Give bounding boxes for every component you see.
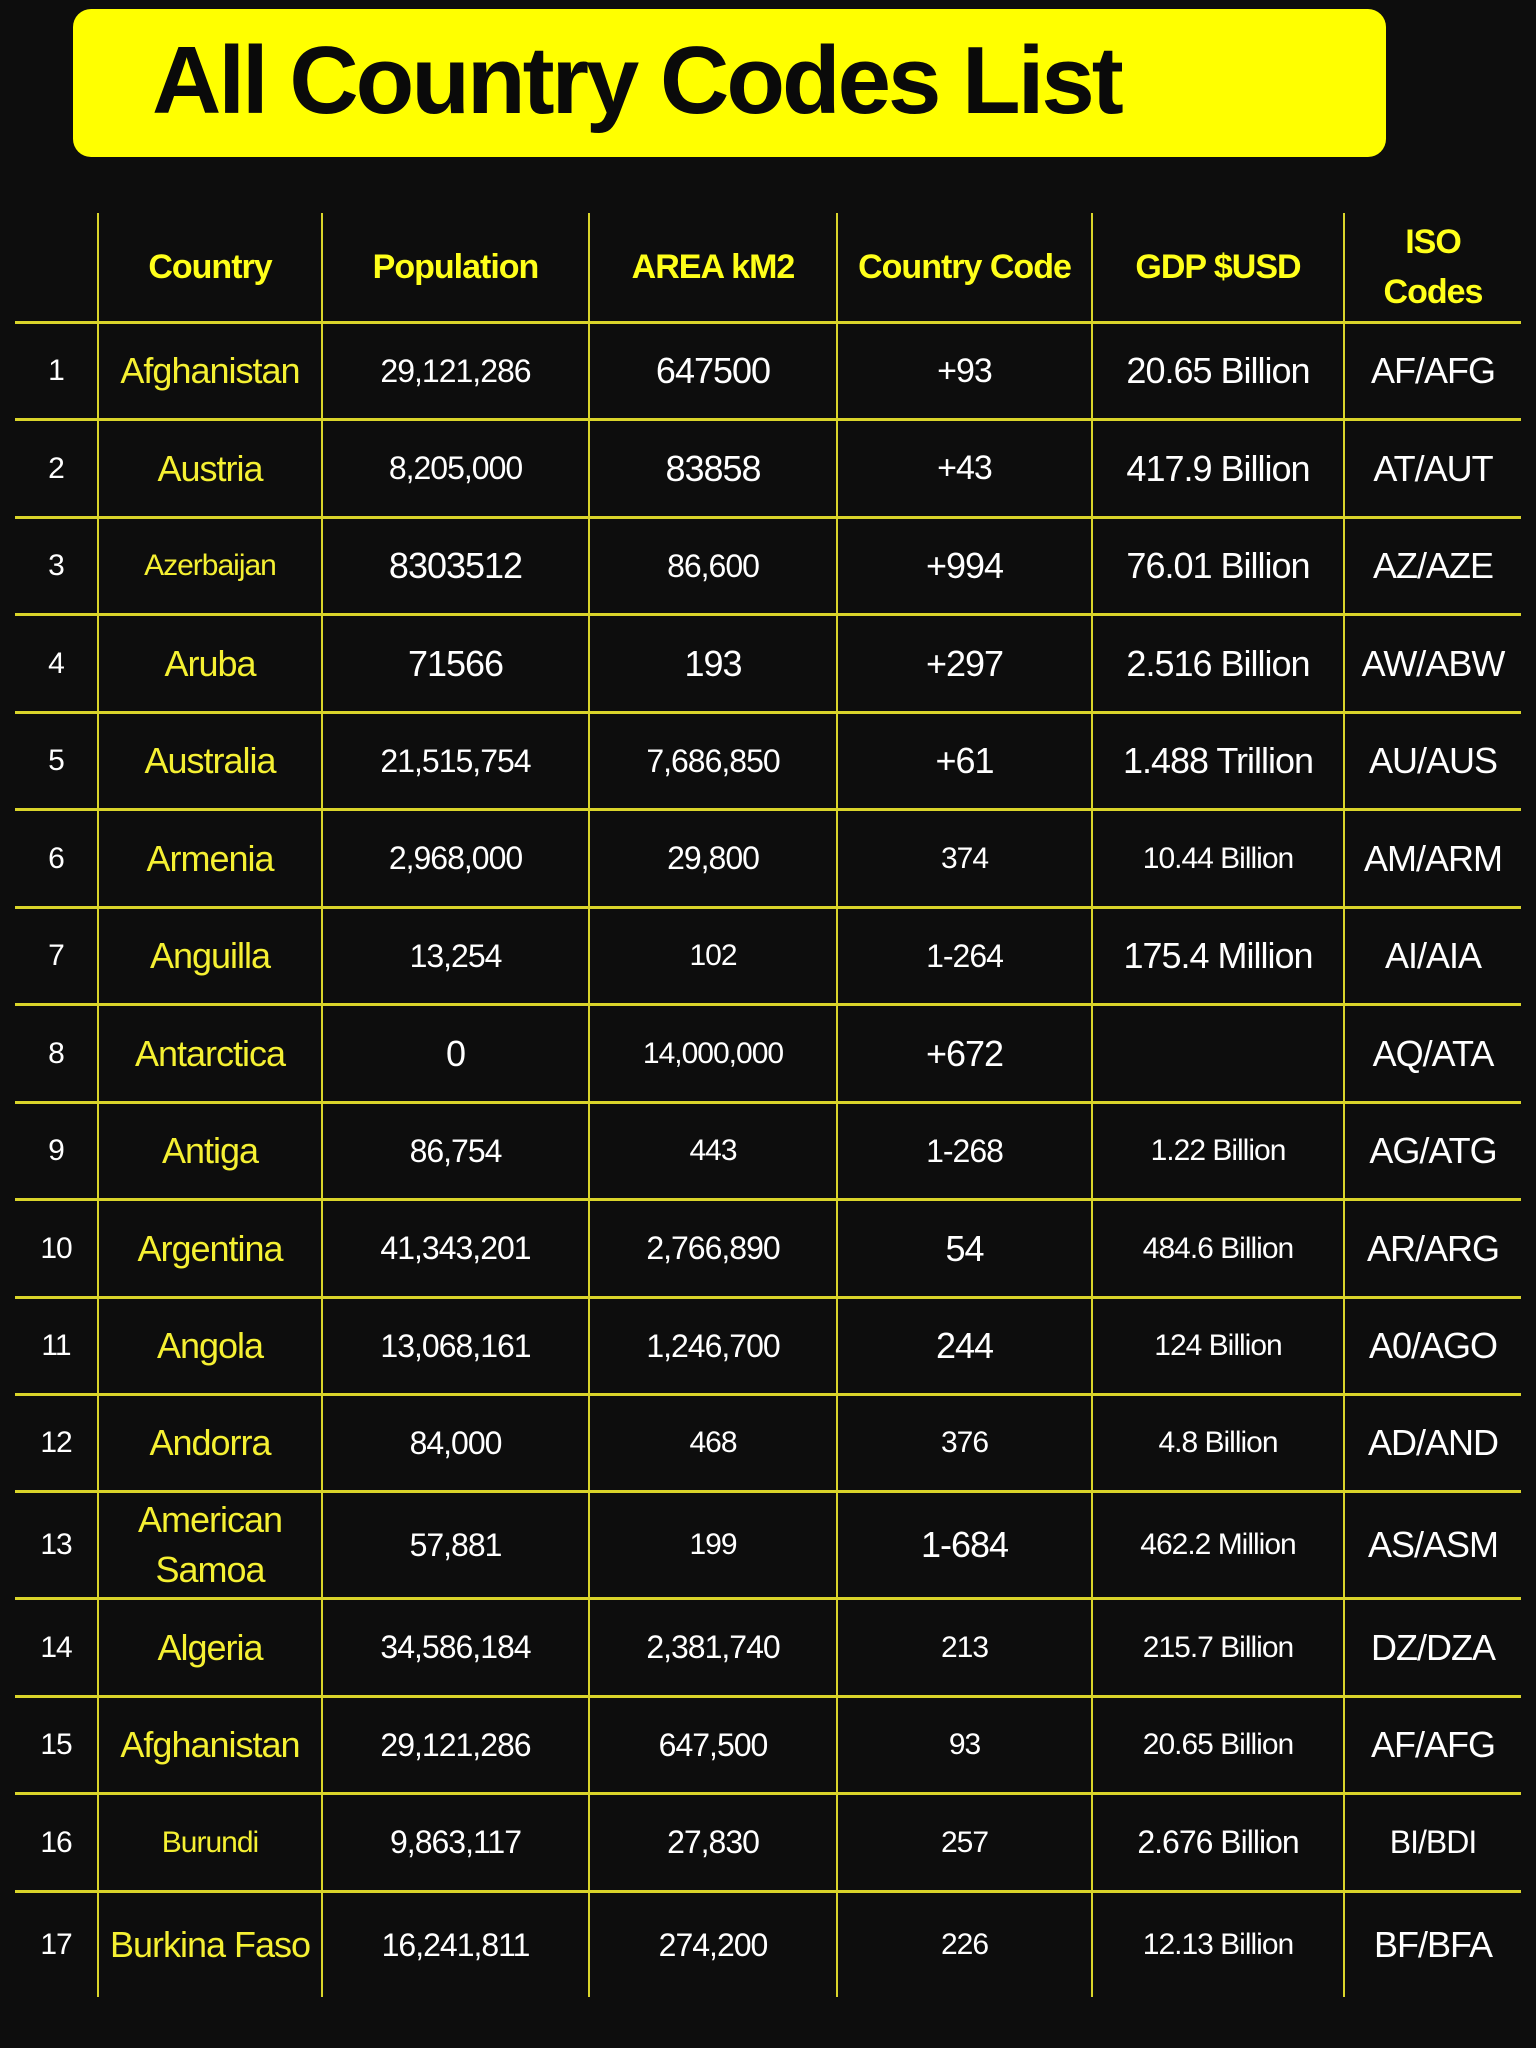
iso-code-value: DZ/DZA [1371,1626,1495,1668]
gdp-value: 484.6 Billion [1142,1231,1294,1265]
dial-code-value: +93 [937,351,992,390]
iso-code-value: AT/AUT [1373,447,1493,489]
header-iso-line1: ISO [1405,223,1461,261]
row-index: 12 [40,1426,72,1459]
population-value: 16,241,811 [381,1926,530,1963]
iso-code-value: AF/AFG [1370,350,1495,391]
gdp-value [1093,1006,1343,1101]
header-area: AREA kM2 [631,248,795,286]
iso-code-value: BF/BFA [1373,1924,1493,1965]
row-index: 8 [48,1036,64,1070]
gdp-value: 1.488 Trillion [1122,740,1314,781]
header-index [15,213,97,321]
iso-code-value: A0/AGO [1368,1325,1498,1366]
header-iso-codes [1345,213,1521,321]
dial-code-value: 54 [945,1227,984,1269]
grid-row-divider [15,1296,1521,1299]
area-value: 2,381,740 [646,1629,780,1665]
grid-column-divider [588,213,590,1997]
iso-code-value: AG/ATG [1369,1130,1497,1171]
country-name: American Samoa [137,1499,283,1590]
dial-code-value: 244 [935,1325,994,1366]
dial-code-value: 374 [940,841,989,875]
dial-code-value: 213 [940,1630,989,1664]
row-index: 15 [40,1728,72,1761]
gdp-value: 20.65 Billion [1142,1728,1294,1761]
grid-row-divider [15,1695,1521,1698]
row-index: 17 [40,1928,72,1961]
population-value: 41,343,201 [380,1230,531,1266]
gdp-value: 12.13 Billion [1142,1928,1294,1961]
gdp-value: 2.516 Billion [1126,642,1310,684]
country-name: Antarctica [134,1032,286,1074]
area-value: 199 [689,1528,737,1561]
grid-column-divider [1343,213,1345,1997]
grid-column-divider [321,213,323,1997]
grid-row-divider [15,1198,1521,1201]
header-population: Population [372,248,539,286]
grid-row-divider [15,711,1521,714]
gdp-value: 175.4 Million [1123,935,1313,976]
dial-code-value: 1-264 [926,937,1003,974]
row-index: 7 [48,939,64,972]
iso-code-value: AW/ABW [1361,642,1505,684]
country-name: Australia [144,740,276,781]
iso-code-value: BI/BDI [1389,1824,1477,1860]
row-index: 13 [40,1528,72,1561]
gdp-value: 76.01 Billion [1126,545,1310,586]
population-value: 2,968,000 [388,840,523,876]
header-gdp: GDP $USD [1135,248,1301,286]
area-value: 14,000,000 [642,1036,784,1070]
grid-row-divider [15,1792,1521,1795]
dial-code-value: 257 [940,1825,989,1859]
iso-code-value: AM/ARM [1364,837,1502,879]
grid-column-divider [1091,213,1093,1997]
area-value: 1,246,700 [646,1327,780,1364]
population-value: 9,863,117 [390,1824,521,1860]
area-value: 468 [689,1426,737,1459]
iso-code-value: AS/ASM [1367,1524,1499,1565]
grid-row-divider [15,1597,1521,1600]
area-value: 27,830 [667,1824,759,1860]
gdp-value: 1.22 Billion [1150,1134,1286,1167]
country-name: Anguilla [149,935,271,976]
country-name: Andorra [149,1422,271,1463]
gdp-value: 10.44 Billion [1142,841,1294,875]
grid-row-divider [15,418,1521,421]
dial-code-value: +43 [937,449,992,487]
population-value: 13,068,161 [380,1327,531,1364]
row-index: 16 [40,1825,72,1859]
population-value: 8,205,000 [388,450,523,486]
country-name: Argentina [137,1227,283,1269]
country-name: Algeria [157,1626,263,1668]
population-value: 34,586,184 [380,1629,531,1665]
iso-code-value: AF/AFG [1370,1724,1495,1765]
header-country: Country [148,248,272,286]
country-name: Burundi [161,1825,259,1859]
row-index: 9 [48,1134,64,1167]
iso-code-value: AR/ARG [1366,1227,1500,1269]
area-value: 274,200 [658,1926,768,1963]
country-name: Antiga [161,1130,259,1171]
country-name: Angola [156,1325,264,1366]
iso-code-value: AU/AUS [1368,740,1498,781]
grid-row-divider [15,321,1521,324]
grid-row-divider [15,1890,1521,1893]
dial-code-value: 93 [948,1728,981,1761]
dial-code-value: +994 [925,545,1004,586]
dial-code-value: 226 [940,1928,989,1961]
gdp-value: 4.8 Billion [1158,1426,1278,1459]
dial-code-value: +672 [925,1032,1004,1074]
area-value: 7,686,850 [646,742,780,779]
iso-code-value: AD/AND [1367,1422,1499,1463]
row-index: 10 [40,1231,72,1265]
dial-code-value: 1-684 [920,1524,1009,1565]
row-index: 2 [48,451,64,485]
row-index: 3 [48,549,64,582]
gdp-value: 417.9 Billion [1126,447,1310,489]
dial-code-value: +61 [935,740,994,781]
gdp-value: 20.65 Billion [1126,350,1310,391]
row-index: 4 [48,646,64,680]
population-value: 21,515,754 [380,742,531,779]
area-value: 102 [689,939,737,972]
grid-row-divider [15,1101,1521,1104]
area-value: 193 [684,642,742,684]
grid-row-divider [15,1490,1521,1493]
population-value: 13,254 [409,937,502,974]
area-value: 83858 [665,447,761,489]
population-value: 71566 [407,642,504,684]
country-name: Armenia [146,837,274,879]
grid-row-divider [15,906,1521,909]
row-index: 1 [48,354,64,387]
grid-row-divider [15,516,1521,519]
row-index: 14 [40,1630,72,1664]
population-value: 29,121,286 [380,352,531,389]
country-name: Azerbaijan [144,549,276,582]
header-country-code: Country Code [858,248,1071,286]
population-value: 8303512 [388,545,523,586]
country-name: Burkina Faso [109,1924,311,1965]
area-value: 443 [689,1134,737,1167]
population-value: 57,881 [409,1526,502,1563]
area-value: 29,800 [667,840,759,876]
grid-row-divider [15,1003,1521,1006]
grid-row-divider [15,1393,1521,1396]
population-value: 29,121,286 [380,1726,531,1763]
gdp-value: 215.7 Billion [1142,1630,1294,1664]
iso-code-value: AZ/AZE [1372,545,1494,586]
population-value: 0 [445,1032,466,1074]
gdp-value: 2.676 Billion [1137,1824,1299,1860]
row-index: 6 [48,841,64,875]
iso-code-value: AQ/ATA [1372,1032,1494,1074]
dial-code-value: 1-268 [926,1132,1003,1169]
grid-column-divider [836,213,838,1997]
population-value: 84,000 [409,1424,502,1461]
area-value: 647,500 [658,1726,768,1763]
area-value: 86,600 [667,547,759,584]
row-index: 5 [48,744,64,777]
country-name: Aruba [164,642,256,684]
grid-row-divider [15,613,1521,616]
population-value: 86,754 [409,1132,502,1169]
header-iso-line2: Codes [1383,273,1483,311]
grid-row-divider [15,808,1521,811]
dial-code-value: 376 [940,1426,989,1459]
area-value: 647500 [655,350,771,391]
country-name: Afghanistan [120,1724,300,1765]
gdp-value: 462.2 Million [1140,1528,1296,1561]
page-title: All Country Codes List [152,27,1121,134]
row-index: 11 [41,1329,71,1362]
country-name: Austria [157,447,263,489]
grid-column-divider [97,213,99,1997]
dial-code-value: +297 [925,642,1004,684]
gdp-value: 124 Billion [1154,1329,1282,1362]
country-name: Afghanistan [120,350,300,391]
area-value: 2,766,890 [646,1230,780,1266]
iso-code-value: AI/AIA [1384,935,1482,976]
